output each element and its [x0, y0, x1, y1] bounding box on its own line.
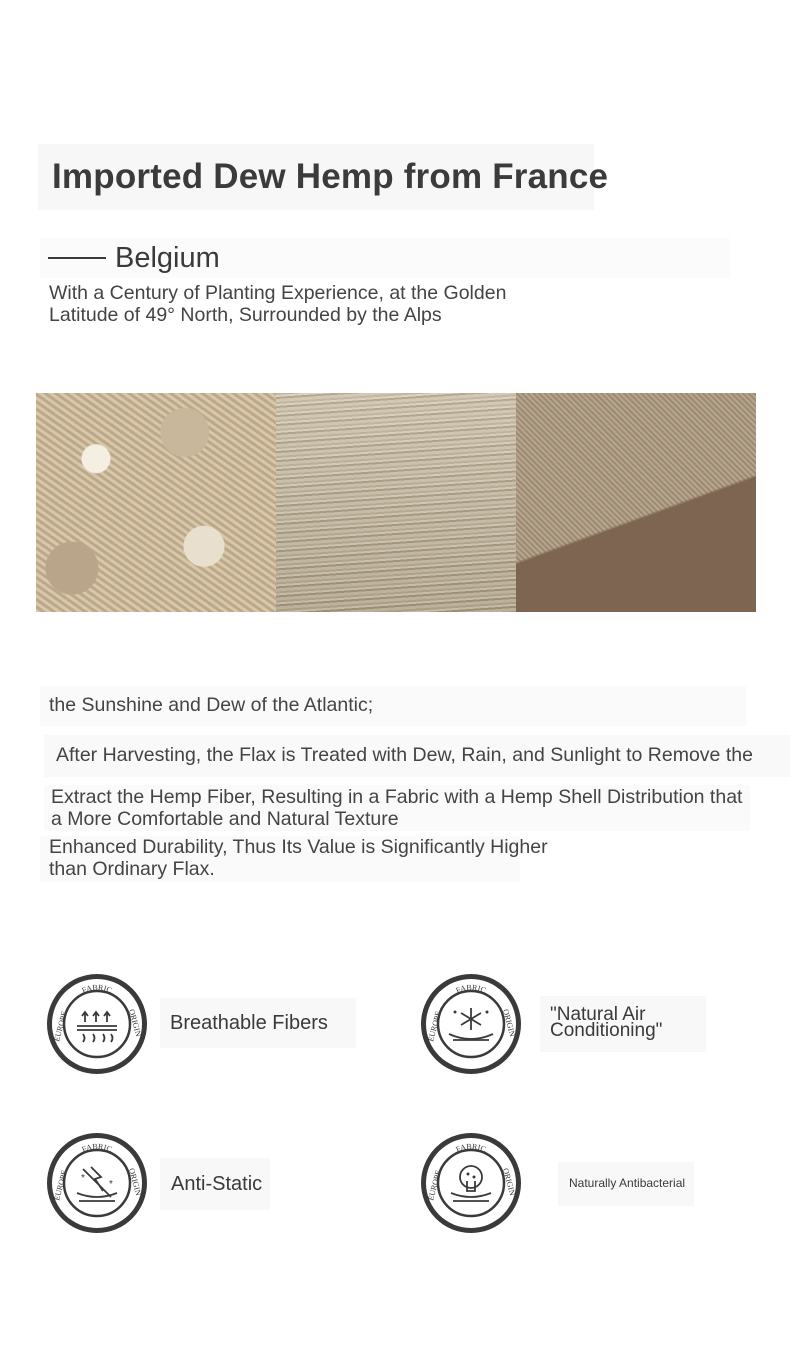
desc-line-3b: a More Comfortable and Natural Texture [51, 808, 399, 830]
desc-line-2 [56, 744, 790, 767]
breathable-badge [45, 972, 149, 1076]
page-title: Imported Dew Hemp from France [52, 157, 609, 196]
anti-static-badge [45, 1131, 149, 1235]
linen-fabric-icon [516, 393, 756, 612]
desc-line-1: the Sunshine and Dew of the Atlantic; [49, 694, 374, 716]
ring-right-text: ORIGIN [127, 1008, 144, 1038]
svg-text:*: * [109, 1179, 113, 1190]
desc-line-2-text: After Harvesting, the Flax is Treated with Dew, Rain, and Sunlight to Remove the [56, 744, 753, 766]
flax-fibers-icon [276, 393, 516, 612]
anti-static-icon [45, 1131, 149, 1235]
photo-gallery [36, 393, 756, 612]
breathable-icon [45, 972, 149, 1076]
feature-label-antibacterial: Naturally Antibacterial [569, 1176, 686, 1190]
intro-line-1: With a Century of Planting Experience, at the Golden [49, 282, 507, 304]
desc-line-3 [51, 786, 790, 830]
svg-text:FABRIC: FABRIC [80, 1141, 114, 1155]
svg-text:*: * [81, 1173, 85, 1184]
ring-left-text: EUROPE [52, 1169, 69, 1202]
desc-line-4b: than Ordinary Flax. [49, 858, 215, 880]
svg-text:FABRIC: FABRIC [454, 1141, 488, 1155]
ring-right-text: ORIGIN [501, 1167, 518, 1197]
feature-label-air-conditioning [550, 1004, 663, 1041]
feature-label-air-conditioning-line-2: Conditioning" [550, 1020, 663, 1041]
ring-left-text: EUROPE [52, 1010, 69, 1043]
desc-line-3a: Extract the Hemp Fiber, Resulting in a Fabric with a Hemp Shell Distribution that [51, 786, 743, 808]
title-box [38, 144, 609, 210]
ring-left-text: EUROPE [426, 1169, 443, 1202]
snowflake-icon [419, 972, 523, 1076]
desc-line-4 [49, 836, 548, 880]
ring-right-text: ORIGIN [501, 1008, 518, 1038]
origin-country: Belgium [115, 241, 220, 274]
antibacterial-badge [419, 1131, 523, 1235]
intro-text [49, 282, 569, 326]
antibacterial-icon [419, 1131, 523, 1235]
feature-label-air-conditioning-line-1: "Natural Air [550, 1004, 646, 1025]
intro-line-2: Latitude of 49° North, Surrounded by the Alps [49, 304, 442, 326]
origin-row [40, 238, 730, 278]
svg-text:FABRIC: FABRIC [80, 982, 114, 996]
ring-left-text: EUROPE [426, 1010, 443, 1043]
ring-right-text: ORIGIN [127, 1167, 144, 1197]
svg-text:FABRIC: FABRIC [454, 982, 488, 996]
feature-label-breathable: Breathable Fibers [170, 1012, 328, 1034]
twine-balls-icon [36, 393, 276, 612]
feature-label-anti-static: Anti-Static [171, 1173, 263, 1195]
origin-dash [48, 257, 106, 259]
air-conditioning-badge [419, 972, 523, 1076]
desc-line-4a: Enhanced Durability, Thus Its Value is Significantly Higher [49, 836, 548, 858]
